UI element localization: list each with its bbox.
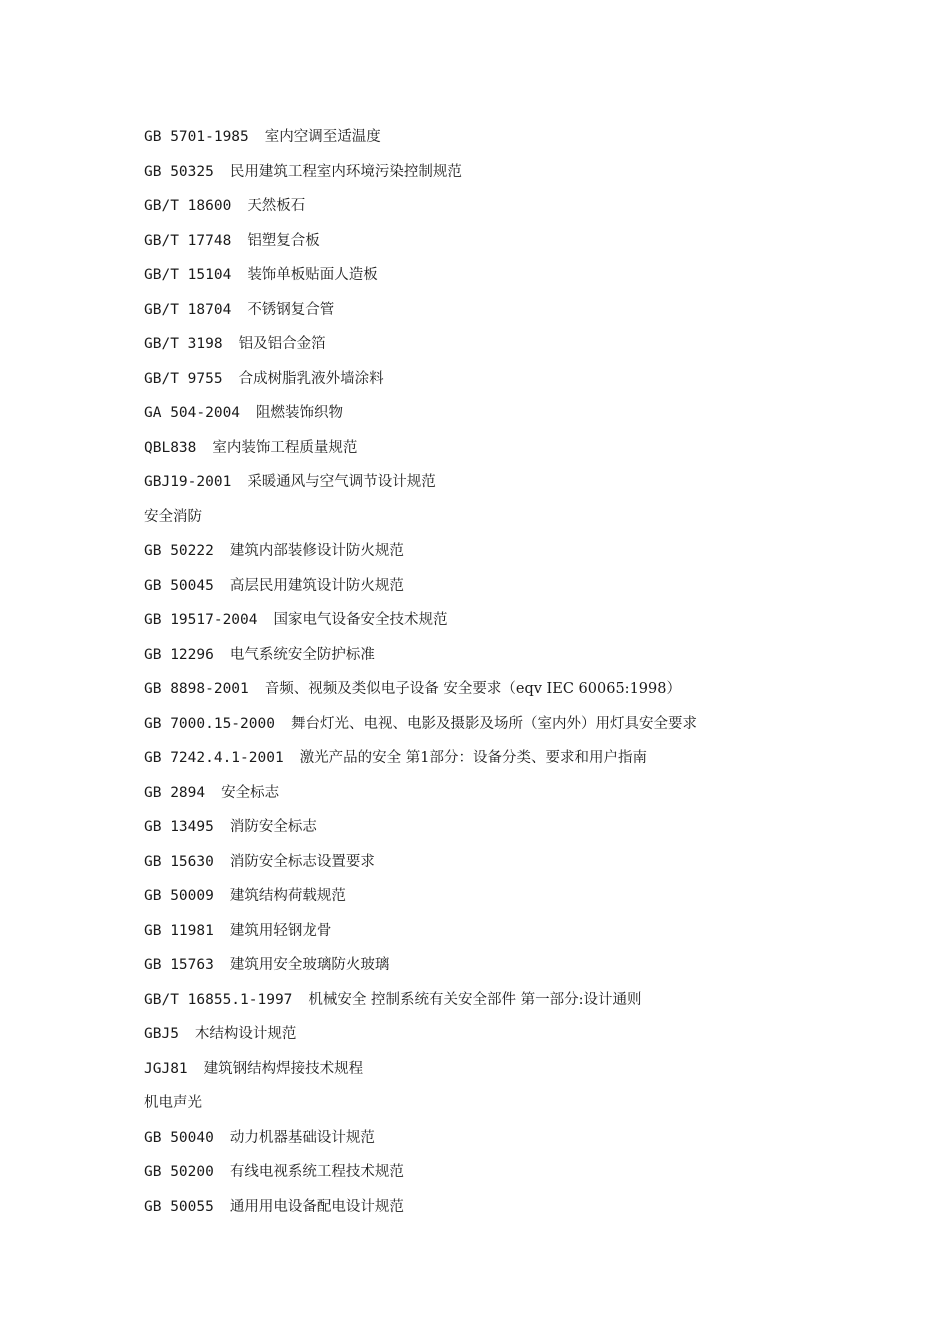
standard-title: 不锈钢复合管	[247, 301, 335, 318]
standard-code: GA 504-2004	[144, 405, 241, 421]
standard-line	[144, 1128, 924, 1163]
standard-title: 木结构设计规范	[194, 1026, 297, 1042]
standard-title: 采暖通风与空气调节设计规范	[247, 474, 436, 490]
standard-code: GB 8898-2001	[144, 681, 249, 697]
standard-code: GB/T 15104	[144, 267, 232, 283]
standard-line	[144, 472, 924, 507]
standard-code: GB 50040	[144, 1129, 214, 1146]
standard-title: 建筑用安全玻璃防火玻璃	[229, 957, 390, 973]
standard-title: 合成树脂乳液外墙涂料	[238, 370, 384, 387]
standard-line	[144, 852, 924, 887]
standard-code: GB 50045	[144, 577, 214, 594]
standard-code: GB 7242.4.1-2001	[144, 750, 284, 766]
standard-title: 天然板石	[247, 198, 306, 214]
standard-title: 有线电视系统工程技术规范	[229, 1164, 404, 1180]
standard-line	[144, 1197, 924, 1232]
standard-code: GB/T 3198	[144, 336, 223, 352]
standard-title: 阻燃装饰织物	[256, 405, 344, 421]
standard-line	[144, 1162, 924, 1197]
standard-code: GB/T 9755	[144, 370, 223, 387]
standard-title: 动力机器基础设计规范	[229, 1129, 375, 1146]
standard-title: 激光产品的安全 第1部分：设备分类、要求和用户指南	[299, 750, 648, 766]
standard-code: GB 15630	[144, 853, 214, 870]
standard-title: 装饰单板贴面人造板	[247, 267, 378, 283]
standard-line	[144, 990, 924, 1025]
standard-code: GB/T 17748	[144, 232, 232, 249]
standard-line	[144, 645, 924, 680]
standard-code: GB 15763	[144, 957, 214, 973]
standard-title: 安全标志	[221, 784, 280, 801]
standard-line	[144, 955, 924, 990]
standard-title: 铝塑复合板	[247, 232, 320, 249]
standard-line	[144, 162, 924, 197]
section-heading-text: 机电声光	[144, 1095, 202, 1111]
standard-code: GB/T 16855.1-1997	[144, 991, 293, 1008]
standard-code: GB 50325	[144, 163, 214, 180]
section-heading	[144, 507, 924, 542]
standard-title: 民用建筑工程室内环境污染控制规范	[229, 163, 462, 180]
standard-title: 铝及铝合金箔	[238, 336, 326, 352]
standard-code: GB 50055	[144, 1198, 214, 1215]
standard-code: GB/T 18704	[144, 301, 232, 318]
standard-title: 室内装饰工程质量规范	[212, 439, 358, 456]
standard-code: GB 7000.15-2000	[144, 715, 275, 732]
standard-code: GBJ5	[144, 1026, 179, 1042]
standard-code: GB 50200	[144, 1164, 214, 1180]
standard-code: GBJ19-2001	[144, 474, 232, 490]
standard-line	[144, 403, 924, 438]
standard-title: 国家电气设备安全技术规范	[273, 612, 448, 628]
standard-title: 室内空调至适温度	[264, 129, 381, 145]
section-heading	[144, 1093, 924, 1128]
standard-line	[144, 576, 924, 611]
standards-list	[144, 127, 924, 1231]
standard-code: GB/T 18600	[144, 198, 232, 214]
standard-title: 建筑用轻钢龙骨	[229, 922, 332, 939]
standard-title: 建筑钢结构焊接技术规程	[203, 1060, 364, 1077]
standard-line	[144, 921, 924, 956]
standard-title: 消防安全标志设置要求	[229, 853, 375, 870]
standard-code: GB 50222	[144, 543, 214, 559]
standard-line	[144, 196, 924, 231]
standard-code: GB 50009	[144, 888, 214, 904]
standard-title: 通用用电设备配电设计规范	[229, 1198, 404, 1215]
standard-code: GB 11981	[144, 922, 214, 939]
standard-code: JGJ81	[144, 1060, 188, 1077]
standard-code: GB 5701-1985	[144, 129, 249, 145]
standard-line	[144, 369, 924, 404]
standard-title: 消防安全标志	[229, 819, 317, 835]
standard-line	[144, 783, 924, 818]
standard-line	[144, 679, 924, 714]
standard-line	[144, 231, 924, 266]
standard-line	[144, 1024, 924, 1059]
standard-code: GB 2894	[144, 784, 206, 801]
standard-code: GB 19517-2004	[144, 612, 258, 628]
standard-line	[144, 886, 924, 921]
section-heading-text: 安全消防	[144, 508, 202, 525]
standard-line	[144, 127, 924, 162]
standard-title: 建筑内部装修设计防火规范	[229, 543, 404, 559]
standard-line	[144, 438, 924, 473]
standard-title: 舞台灯光、电视、电影及摄影及场所（室内外）用灯具安全要求	[290, 715, 697, 732]
standard-line	[144, 714, 924, 749]
standard-title: 电气系统安全防护标准	[229, 646, 375, 663]
standard-line	[144, 1059, 924, 1094]
standard-code: GB 12296	[144, 646, 214, 663]
standard-code: GB 13495	[144, 819, 214, 835]
standard-line	[144, 541, 924, 576]
standard-title: 高层民用建筑设计防火规范	[229, 577, 404, 594]
standard-title: 机械安全 控制系统有关安全部件 第一部分:设计通则	[308, 991, 642, 1008]
standard-line	[144, 610, 924, 645]
standard-line	[144, 748, 924, 783]
standard-line	[144, 817, 924, 852]
standard-title: 建筑结构荷载规范	[229, 888, 346, 904]
standard-title: 音频、视频及类似电子设备 安全要求（eqv IEC 60065:1998）	[264, 681, 681, 697]
standard-line	[144, 334, 924, 369]
standard-line	[144, 300, 924, 335]
standard-code: QBL838	[144, 439, 197, 456]
standard-line	[144, 265, 924, 300]
